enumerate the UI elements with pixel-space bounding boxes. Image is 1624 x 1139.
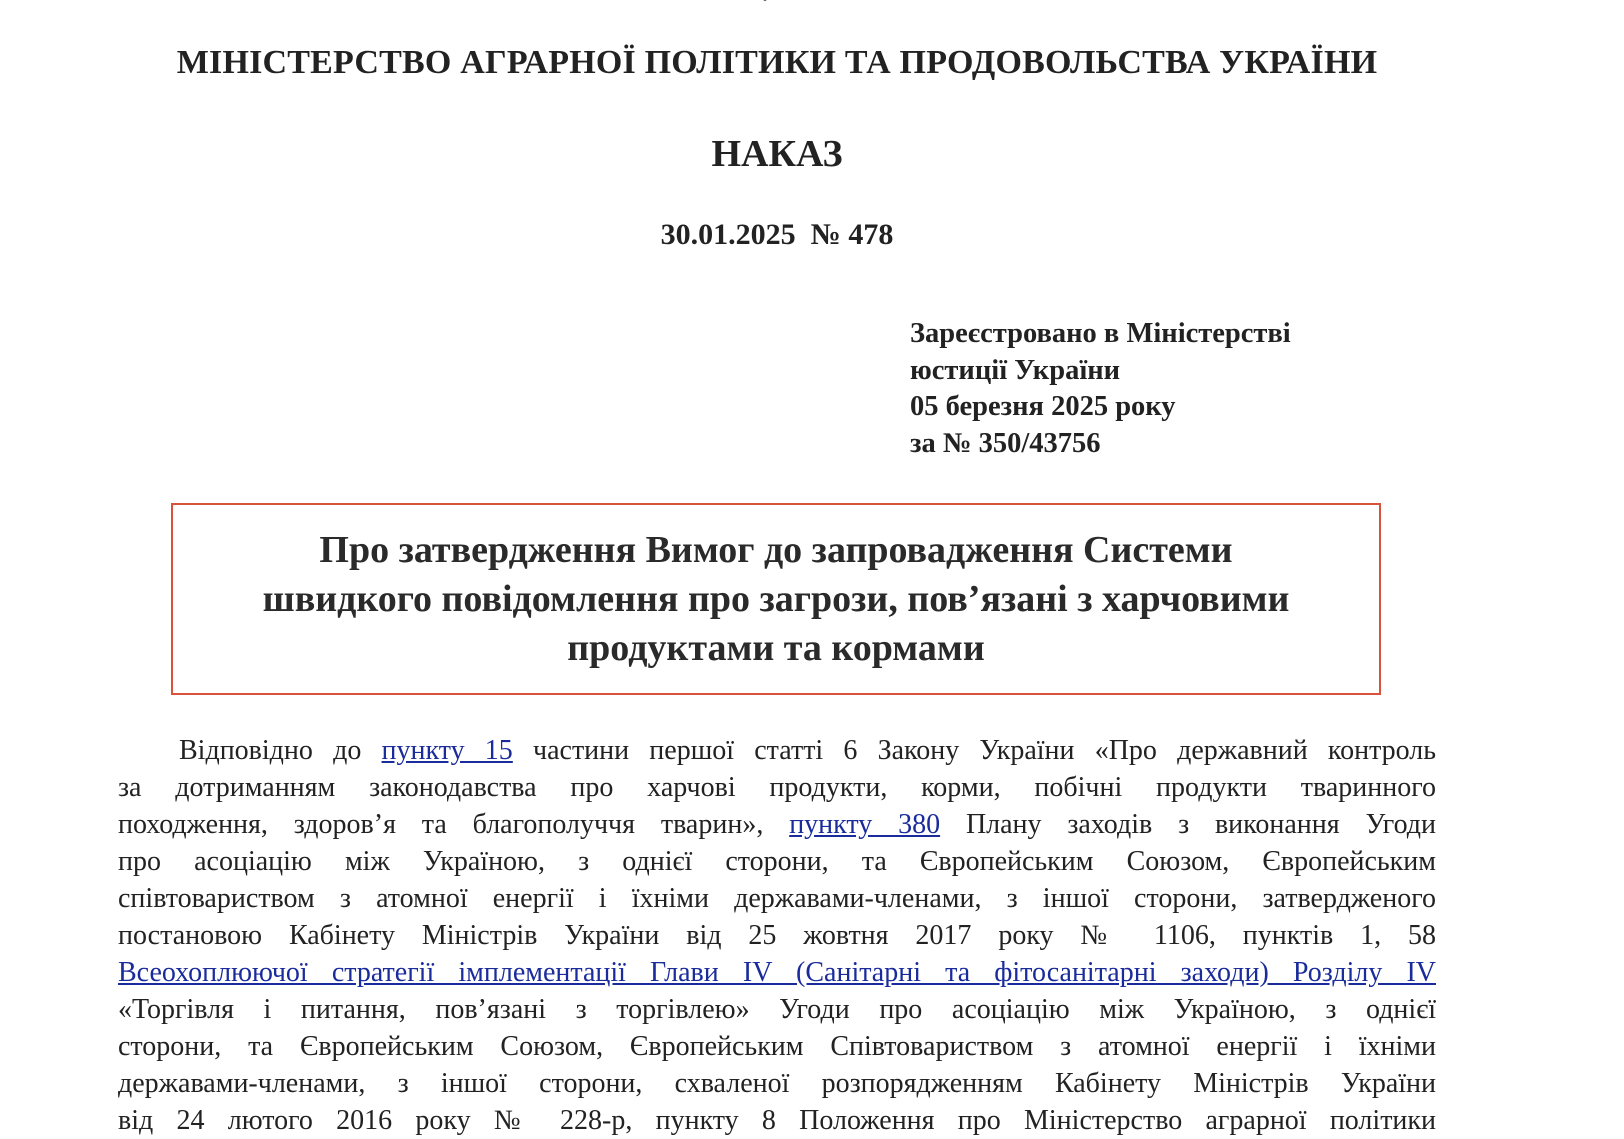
text-fragment: частини першої статті 6 Закону України «Про державний контроль xyxy=(533,735,1437,766)
title-line: продуктами та кормами xyxy=(567,626,985,669)
text-fragment: Плану заходів з виконання Угоди xyxy=(965,809,1437,840)
paragraph-line: за дотриманням законодавства про харчові продукти, корми, побічні продукти тваринного xyxy=(118,772,1436,803)
registration-line: 05 березня 2025 року xyxy=(910,391,1176,422)
title-line: швидкого повідомлення про загрози, пов’язані з харчовими xyxy=(262,577,1290,620)
link-strategy[interactable]: Всеохоплюючої стратегії імплементації Глави IV (Санітарні та фітосанітарні заходи) Розділу IV xyxy=(118,957,1436,988)
registration-note xyxy=(910,316,1291,462)
link-punkt-380[interactable]: пункту 380 xyxy=(789,809,941,840)
paragraph-line: постановою Кабінету Міністрів України від 25 жовтня 2017 року № 1106, пунктів 1, 58 xyxy=(118,920,1436,951)
paragraph-line xyxy=(118,806,1436,843)
text-fragment: походження, здоров’я та благополуччя тварин», xyxy=(118,809,764,840)
paragraph-line: сторони, та Європейським Союзом, Європейським Співтовариством з атомної енергії і їхніми xyxy=(118,1031,1436,1062)
document-title xyxy=(196,526,1356,673)
paragraph-line: співтовариством з атомної енергії і їхніми державами-членами, з іншої сторони, затвердженого xyxy=(118,883,1436,914)
paragraph-line: про асоціацію між Україною, з однієї сторони, та Європейським Союзом, Європейським xyxy=(118,846,1436,877)
registration-line: за № 350/43756 xyxy=(910,427,1101,459)
order-number: № 478 xyxy=(810,218,894,251)
paragraph-line: «Торгівля і питання, пов’язані з торгівлею» Угоди про асоціацію між Україною, з однієї xyxy=(118,994,1436,1025)
link-punkt-15[interactable]: пункту 15 xyxy=(381,735,513,766)
order-date-number xyxy=(0,218,1554,252)
state-emblem-icon xyxy=(752,0,778,4)
paragraph-line: державами-членами, з іншої сторони, схваленої розпорядженням Кабінету Міністрів України xyxy=(118,1068,1436,1099)
paragraph-line xyxy=(118,732,1436,769)
paragraph-line xyxy=(118,954,1436,991)
paragraph-line: від 24 лютого 2016 року № 228-р, пункту 8 Положення про Міністерство аграрної політики xyxy=(118,1105,1436,1136)
registration-line: юстиції України xyxy=(910,354,1121,386)
document-type: НАКАЗ xyxy=(711,133,843,175)
ministry-name: МІНІСТЕРСТВО АГРАРНОЇ ПОЛІТИКИ ТА ПРОДОВОЛЬСТВА УКРАЇНИ xyxy=(176,44,1378,81)
text-fragment: Відповідно до xyxy=(179,735,362,766)
title-line: Про затвердження Вимог до запровадження Системи xyxy=(319,528,1233,571)
document-title-box xyxy=(171,503,1381,695)
order-date: 30.01.2025 xyxy=(660,218,796,251)
preamble-paragraph xyxy=(118,732,1437,1136)
registration-line: Зареєстровано в Міністерстві xyxy=(910,318,1291,349)
